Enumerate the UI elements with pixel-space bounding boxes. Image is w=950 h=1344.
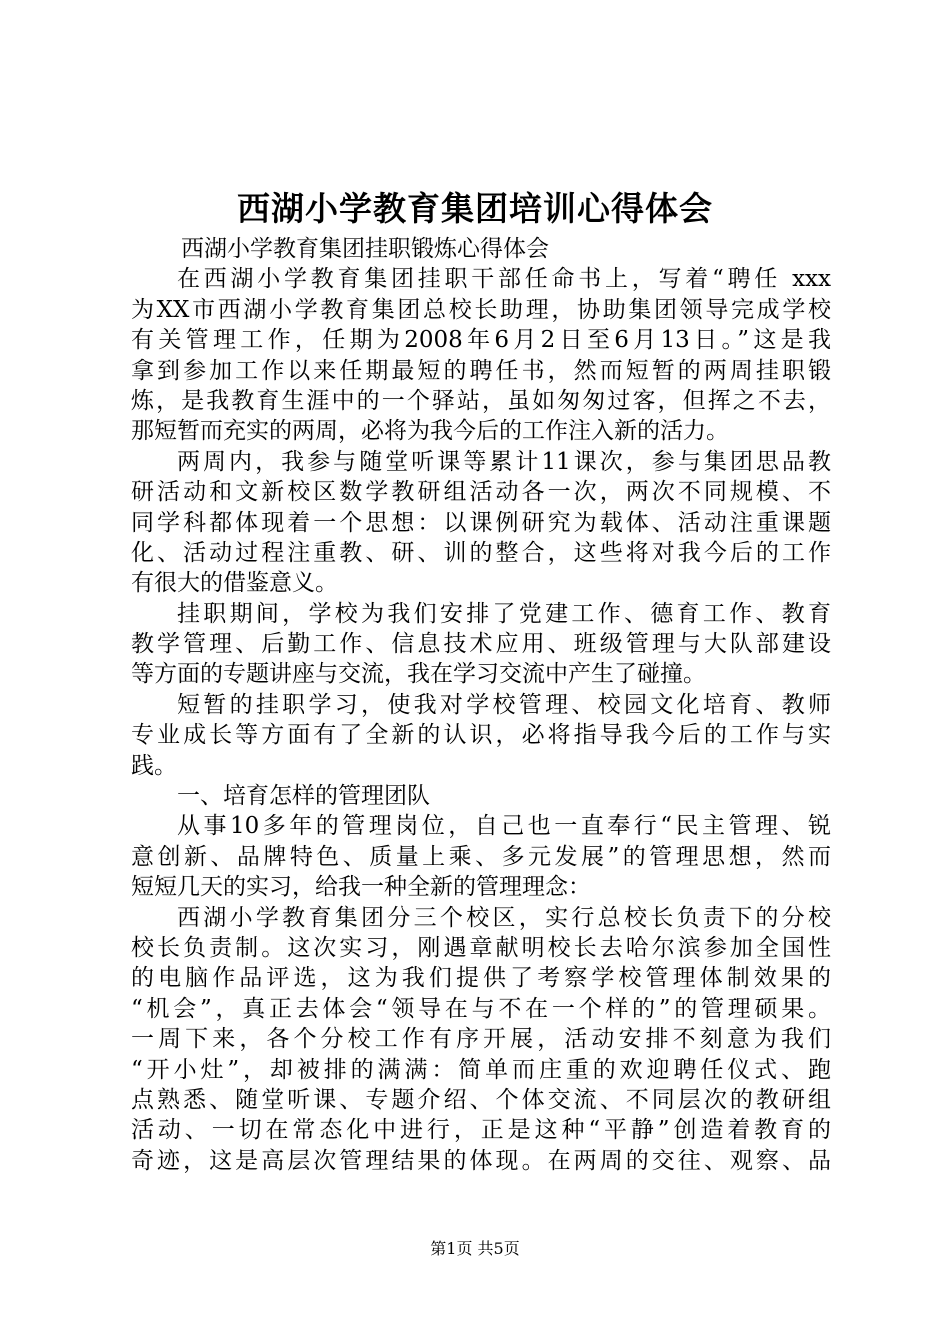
paragraph-line: “机会”，真正去体会“领导在与不在一个样的”的管理硕果。: [131, 995, 831, 1022]
paragraph-line: 有很大的借鉴意义。: [131, 570, 338, 597]
paragraph-line: 西湖小学教育集团分三个校区，实行总校长负责下的分校: [177, 904, 831, 931]
paragraph-line: 奇迹，这是高层次管理结果的体现。在两周的交往、观察、品: [131, 1147, 831, 1174]
paragraph-line: 那短暂而充实的两周，必将为我今后的工作注入新的活力。: [131, 418, 729, 445]
paragraph-line: 挂职期间，学校为我们安排了党建工作、德育工作、教育: [177, 600, 831, 627]
section-heading: 一、培育怎样的管理团队: [177, 783, 430, 810]
page-number: 第1页 共5页: [430, 1239, 520, 1258]
paragraph-line: 两周内，我参与随堂听课等累计11课次，参与集团思品教: [177, 448, 831, 475]
paragraph-line: 为XX市西湖小学教育集团总校长助理，协助集团领导完成学校: [131, 296, 831, 323]
paragraph-line: 短暂的挂职学习，使我对学校管理、校园文化培育、教师: [177, 691, 831, 718]
paragraph-line: 的电脑作品评选，这为我们提供了考察学校管理体制效果的: [131, 965, 831, 992]
paragraph-line: 有关管理工作，任期为2008年6月2日至6月13日。”这是我: [131, 327, 831, 354]
subtitle-line: 西湖小学教育集团挂职锻炼心得体会: [181, 236, 549, 262]
document-body: [131, 234, 831, 1176]
paragraph-line: 研活动和文新校区数学教研组活动各一次，两次不同规模、不: [131, 479, 831, 506]
paragraph-line: 活动、一切在常态化中进行，正是这种“平静”创造着教育的: [131, 1117, 831, 1144]
paragraph-line: 从事10多年的管理岗位，自己也一直奉行“民主管理、锐: [177, 813, 831, 840]
paragraph-line: “开小灶”，却被排的满满：简单而庄重的欢迎聘任仪式、跑: [131, 1056, 831, 1083]
paragraph-line: 在西湖小学教育集团挂职干部任命书上，写着“聘任 xxx: [177, 266, 831, 293]
paragraph-line: 等方面的专题讲座与交流，我在学习交流中产生了碰撞。: [131, 661, 706, 688]
paragraph-line: 化、活动过程注重教、研、训的整合，这些将对我今后的工作: [131, 539, 831, 566]
paragraph-line: 校长负责制。这次实习，刚遇章献明校长去哈尔滨参加全国性: [131, 934, 831, 961]
paragraph-line: 一周下来，各个分校工作有序开展，活动安排不刻意为我们: [131, 1026, 831, 1053]
paragraph-line: 教学管理、后勤工作、信息技术应用、班级管理与大队部建设: [131, 631, 831, 658]
paragraph-line: 炼，是我教育生涯中的一个驿站，虽如匆匆过客，但挥之不去，: [131, 387, 831, 414]
paragraph-line: 短短几天的实习，给我一种全新的管理理念：: [131, 874, 591, 901]
paragraph-line: 拿到参加工作以来任期最短的聘任书，然而短暂的两周挂职锻: [131, 357, 831, 384]
paragraph-line: 专业成长等方面有了全新的认识，必将指导我今后的工作与实: [131, 722, 831, 749]
paragraph-line: 点熟悉、随堂听课、专题介绍、个体交流、不同层次的教研组: [131, 1086, 831, 1113]
paragraph-line: 践。: [131, 752, 177, 779]
document-title: 西湖小学教育集团培训心得体会: [237, 189, 713, 228]
paragraph-line: 意创新、品牌特色、质量上乘、多元发展”的管理思想，然而: [131, 843, 831, 870]
paragraph-line: 同学科都体现着一个思想：以课例研究为载体、活动注重课题: [131, 509, 831, 536]
